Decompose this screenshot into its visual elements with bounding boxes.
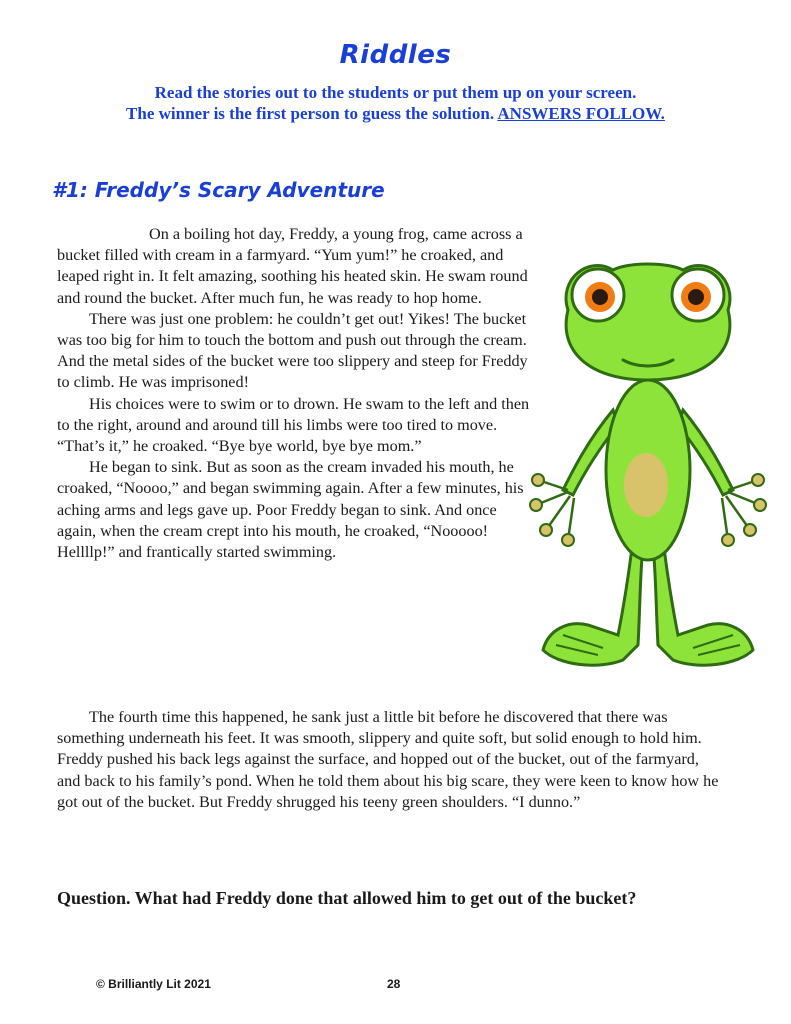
story-paragraph-4: He began to sink. But as soon as the cream invaded his mouth, he croaked, “Noooo,” and began swimming again. After a few minutes, his aching arms and legs gave up. Poor Freddy began to sink. And once again, when the cream crept into his mouth, he croaked, “Nooooo! Hellllp!” and frantically started swimming. <box>57 458 524 562</box>
footer-copyright: © Brilliantly Lit 2021 <box>96 977 211 991</box>
page-title: Riddles <box>339 40 452 70</box>
section-heading: #1: Freddy’s Scary Adventure <box>52 178 385 202</box>
story-paragraph-3: His choices were to swim or to drown. He swam to the left and then to the right, around and around till his limbs were too tired to move. “That’s it,” he croaked. “Bye bye world, bye bye mom.” <box>57 394 530 456</box>
answers-follow-link[interactable]: ANSWERS FOLLOW. <box>497 104 665 123</box>
final-paragraph-text: The fourth time this happened, he sank just a little bit before he discovered that there was something underneath his feet. It was smooth, slippery and quite soft, but solid enough to hold him. Freddy pushed his back legs against the surface, and hopped out of the bucket, out of the farmyard, and back to his family’s pond. When he told them about his big scare, they were keen to know how he got out of the bucket. But Freddy shrugged his teeny green shoulders. “I dunno.” <box>57 708 719 811</box>
story-paragraph-1: On a boiling hot day, Freddy, a young frog, came across a bucket filled with cream in a farmyard. “Yum yum!” he croaked, and leaped right in. It felt amazing, soothing his heated skin. He swam round and round the bucket. After much fun, he was ready to hop home. <box>57 225 528 307</box>
story-paragraph-2: There was just one problem: he couldn’t get out! Yikes! The bucket was too big for him to touch the bottom and push out through the cream. And the metal sides of the bucket were too slippery and steep for Freddy to climb. He was imprisoned! <box>57 309 528 392</box>
intro-line-2-text: The winner is the first person to guess the solution. <box>126 104 495 123</box>
riddle-question: Question. What had Freddy done that allowed him to get out of the bucket? <box>57 888 637 908</box>
page-number: 28 <box>387 977 401 991</box>
intro-line-2 <box>60 103 731 124</box>
final-paragraph <box>57 707 722 813</box>
intro-line-1: Read the stories out to the students or put them up on your screen. <box>154 83 637 102</box>
frog-illustration-icon <box>528 240 768 700</box>
intro-text <box>60 82 731 124</box>
story-column <box>57 224 535 563</box>
